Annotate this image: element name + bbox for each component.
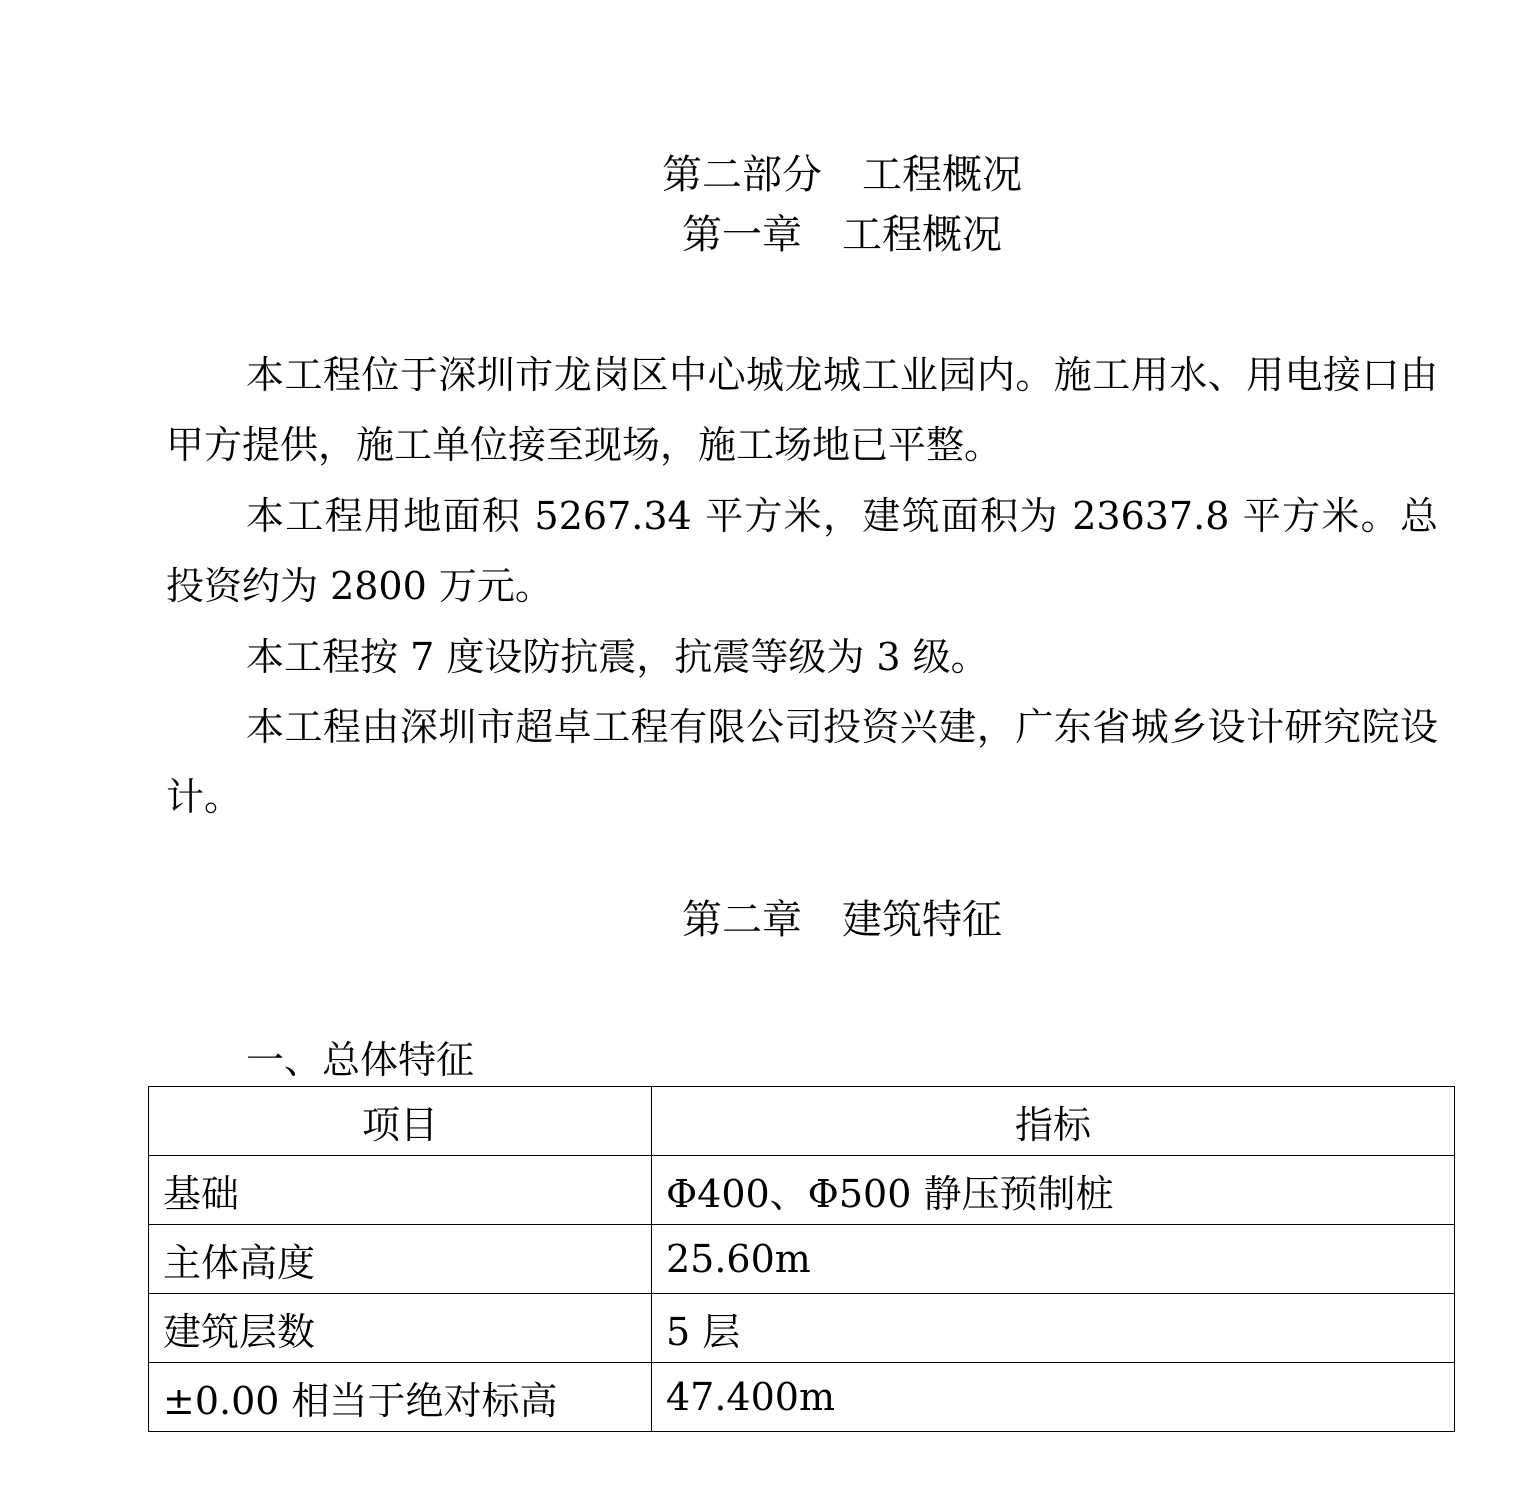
paragraph-area: 本工程用地面积 5267.34 平方米，建筑面积为 23637.8 平方米。总投资约为 2800 万元。 (166, 494, 1438, 608)
row-value: 5 层 (652, 1294, 1455, 1363)
part-title: 第二部分 工程概况 (662, 152, 1022, 198)
row-label: 主体高度 (149, 1225, 652, 1294)
paragraph-seismic: 本工程按 7 度设防抗震，抗震等级为 3 级。 (246, 635, 989, 679)
row-value: Φ400、Φ500 静压预制桩 (652, 1156, 1455, 1225)
paragraph-investor: 本工程由深圳市超卓工程有限公司投资兴建，广东省城乡设计研究院设计。 (166, 705, 1438, 819)
table-header-row (149, 1087, 1455, 1156)
features-table (148, 1086, 1455, 1432)
section-heading-overall: 一、总体特征 (246, 1038, 475, 1082)
table-row (149, 1156, 1455, 1225)
table-row (149, 1225, 1455, 1294)
chapter1-title: 第一章 工程概况 (682, 212, 1002, 258)
row-value: 25.60m (652, 1225, 1455, 1294)
chapter2-title: 第二章 建筑特征 (682, 897, 1002, 943)
table-row (149, 1294, 1455, 1363)
row-value: 47.400m (652, 1363, 1455, 1432)
header-indicator: 指标 (652, 1087, 1455, 1156)
row-label: 建筑层数 (149, 1294, 652, 1363)
header-item: 项目 (149, 1087, 652, 1156)
row-label: ±0.00 相当于绝对标高 (149, 1363, 652, 1432)
row-label: 基础 (149, 1156, 652, 1225)
paragraph-location: 本工程位于深圳市龙岗区中心城龙城工业园内。施工用水、用电接口由甲方提供，施工单位接至现场，施工场地已平整。 (166, 353, 1438, 467)
table-row (149, 1363, 1455, 1432)
